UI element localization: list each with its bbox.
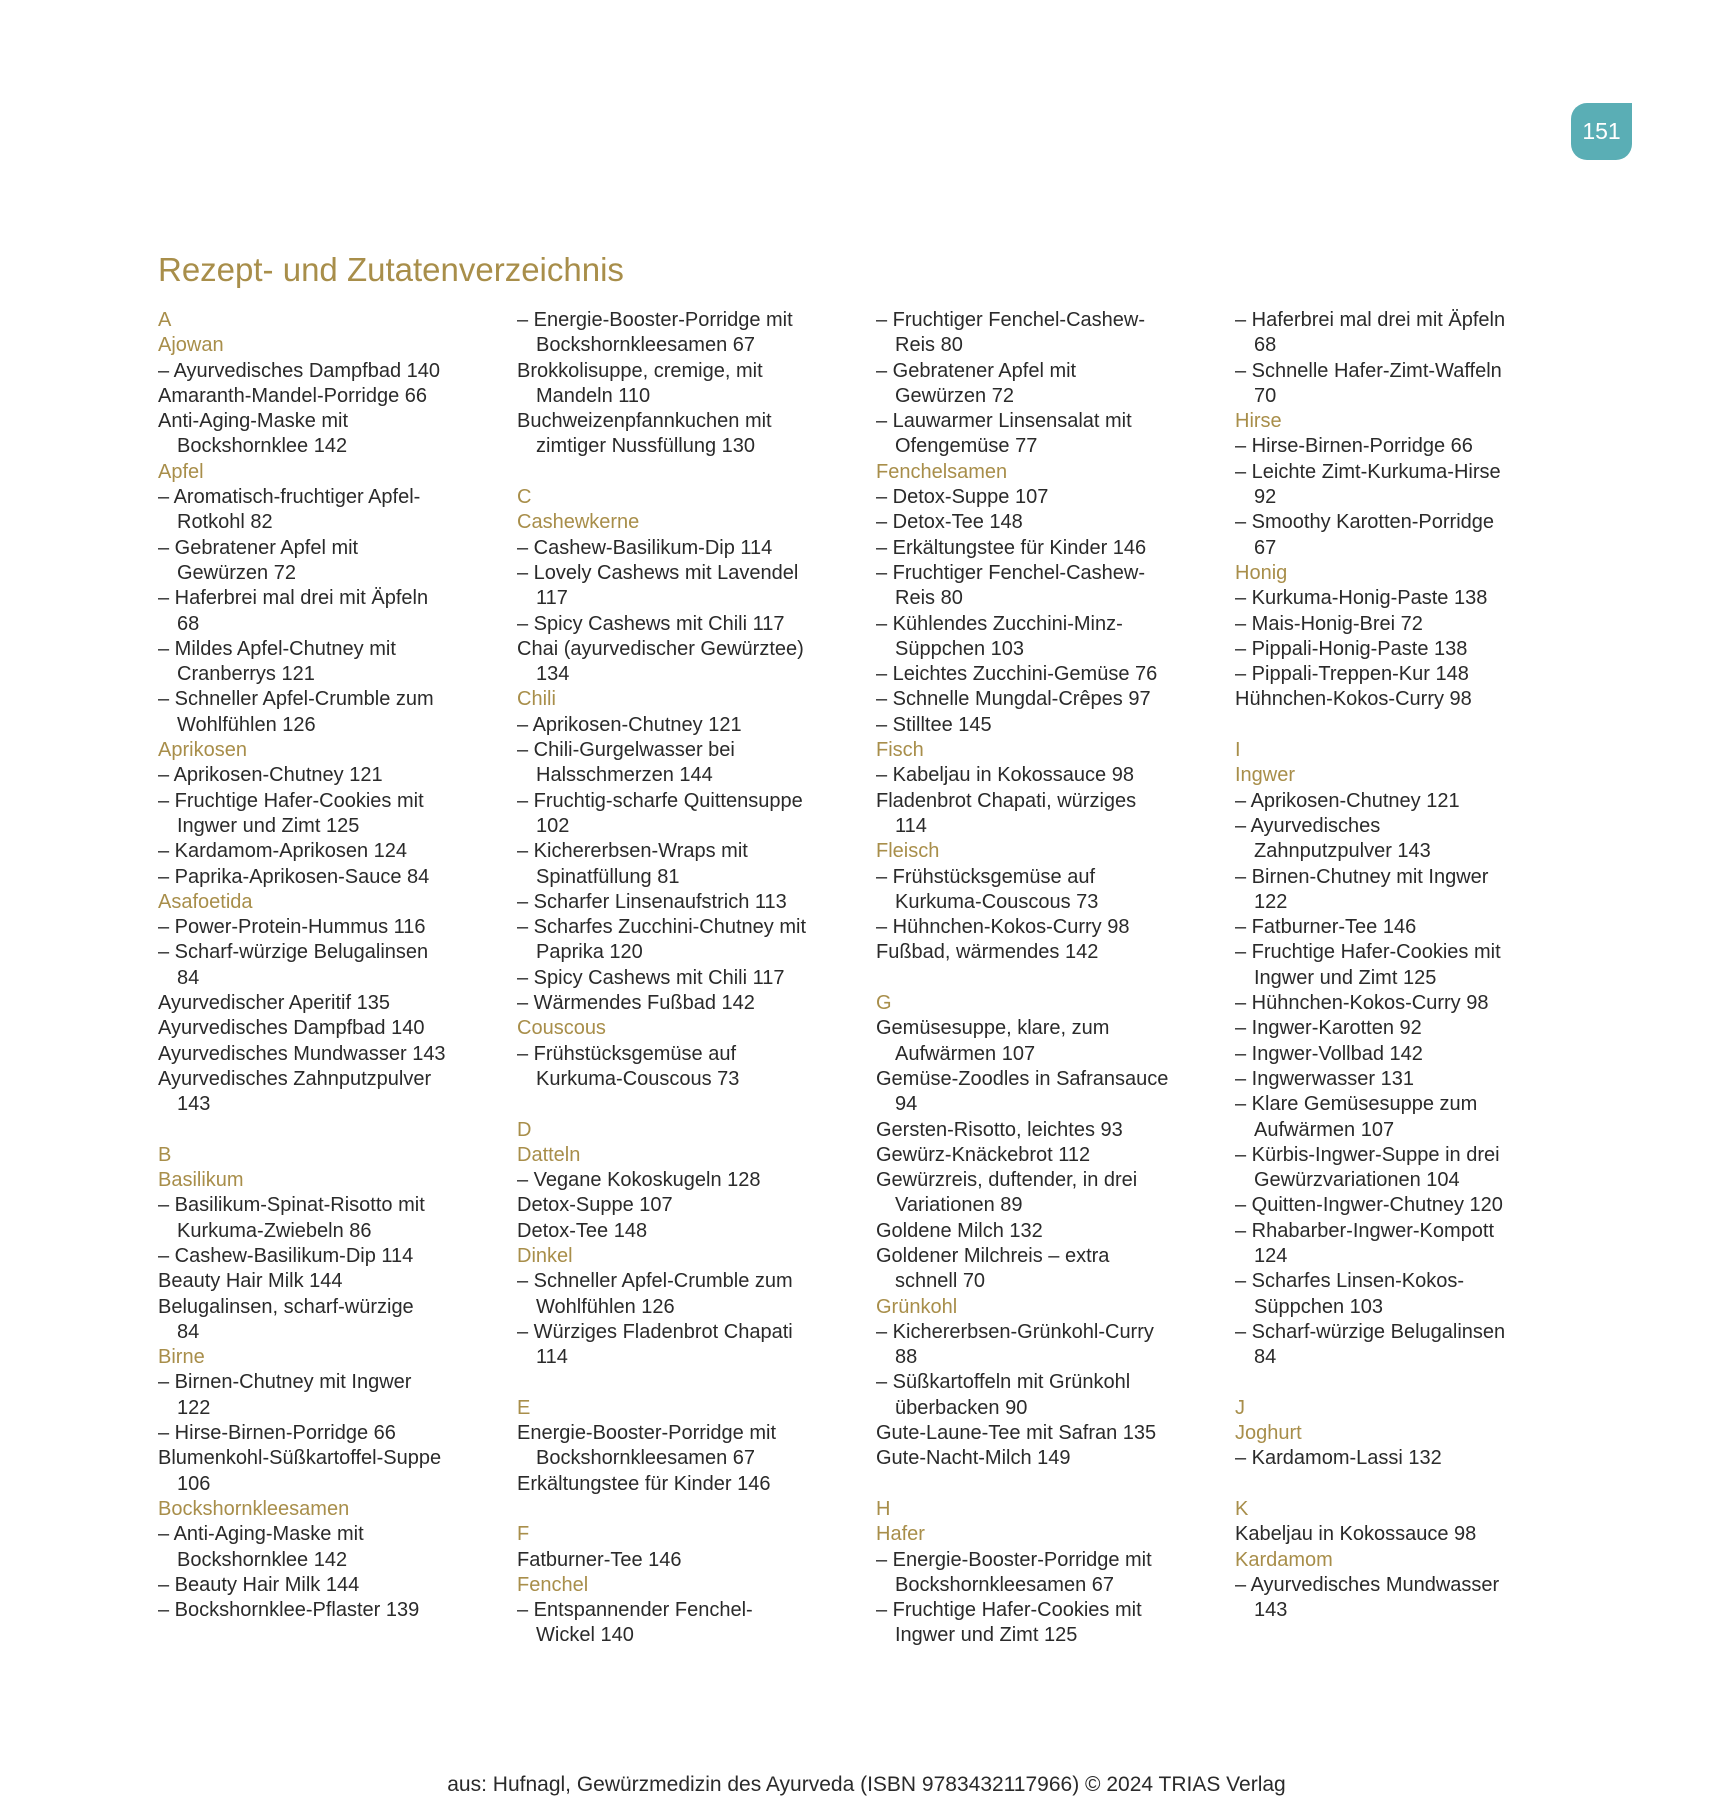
- index-entry: – Ayurvedisches Dampfbad 140: [158, 359, 441, 382]
- index-entry: – Frühstücksgemüse auf: [876, 865, 1095, 888]
- index-entry: – Scharfes Zucchini-Chutney mit: [517, 916, 807, 939]
- index-entry-continuation: 68: [177, 612, 200, 635]
- index-entry: Gute-Nacht-Milch 149: [876, 1447, 1071, 1470]
- index-entry-continuation: Mandeln 110: [536, 384, 651, 407]
- page-number-badge: 151: [1571, 103, 1632, 160]
- index-entry: Ayurvedisches Mundwasser 143: [158, 1042, 446, 1065]
- index-entry: – Energie-Booster-Porridge mit: [876, 1548, 1152, 1571]
- index-entry-continuation: 122: [177, 1396, 211, 1419]
- index-letter-heading: J: [1235, 1396, 1245, 1419]
- spacer: [517, 1092, 862, 1117]
- index-entry-continuation: Kurkuma-Zwiebeln 86: [177, 1219, 372, 1242]
- index-entry: – Kabeljau in Kokossauce 98: [876, 764, 1134, 787]
- index-entry: – Anti-Aging-Maske mit: [158, 1523, 364, 1546]
- index-entry: – Mais-Honig-Brei 72: [1235, 612, 1423, 635]
- spacer: [517, 460, 862, 485]
- index-entry-continuation: Kurkuma-Couscous 73: [536, 1067, 740, 1090]
- index-entry: – Spicy Cashews mit Chili 117: [517, 612, 785, 635]
- index-entry-continuation: 122: [1254, 890, 1288, 913]
- index-entry-continuation: zimtiger Nussfüllung 130: [536, 435, 755, 458]
- ingredient-heading: Kardamom: [1235, 1548, 1333, 1571]
- index-entry-continuation: Bockshornkleesamen 67: [536, 334, 756, 357]
- index-entry-continuation: 106: [177, 1472, 211, 1495]
- index-entry-continuation: 94: [895, 1093, 918, 1116]
- index-entry-continuation: Bockshornklee 142: [177, 435, 348, 458]
- index-entry-continuation: Bockshornkleesamen 67: [895, 1573, 1115, 1596]
- index-entry: – Detox-Tee 148: [876, 511, 1023, 534]
- index-entry: – Bockshornklee-Pflaster 139: [158, 1599, 420, 1622]
- index-entry: Gewürzreis, duftender, in drei: [876, 1169, 1138, 1192]
- index-entry: Chai (ayurvedischer Gewürztee): [517, 637, 804, 660]
- index-column-3: [876, 308, 1221, 1649]
- index-entry: – Klare Gemüsesuppe zum: [1235, 1093, 1478, 1116]
- index-letter-heading: K: [1235, 1497, 1249, 1520]
- index-entry: – Beauty Hair Milk 144: [158, 1573, 360, 1596]
- spacer: [876, 1472, 1221, 1497]
- index-entry-continuation: Cranberrys 121: [177, 663, 315, 686]
- index-entry-continuation: 124: [1254, 1244, 1288, 1267]
- index-entry-continuation: Paprika 120: [536, 941, 643, 964]
- index-entry-continuation: Zahnputzpulver 143: [1254, 840, 1431, 863]
- index-entry-continuation: 84: [1254, 1346, 1277, 1369]
- index-entry: – Energie-Booster-Porridge mit: [517, 309, 793, 331]
- index-entry-continuation: Gewürzen 72: [895, 384, 1014, 407]
- index-entry: Goldene Milch 132: [876, 1219, 1043, 1242]
- ingredient-heading: Honig: [1235, 561, 1288, 584]
- index-entry: – Stilltee 145: [876, 713, 992, 736]
- index-entry: Fladenbrot Chapati, würziges: [876, 789, 1137, 812]
- index-entry: Blumenkohl-Süßkartoffel-Suppe: [158, 1447, 442, 1470]
- index-entry-continuation: Rotkohl 82: [177, 511, 273, 534]
- index-entry: – Ingwerwasser 131: [1235, 1067, 1414, 1090]
- index-entry: Fußbad, wärmendes 142: [876, 941, 1099, 964]
- spacer: [517, 1497, 862, 1522]
- index-entry: Energie-Booster-Porridge mit: [517, 1422, 776, 1445]
- index-entry-continuation: Gewürzvariationen 104: [1254, 1169, 1460, 1192]
- index-entry-continuation: Ofengemüse 77: [895, 435, 1038, 458]
- index-entry-continuation: 143: [177, 1093, 211, 1116]
- index-entry: – Fruchtiger Fenchel-Cashew-: [876, 561, 1145, 584]
- index-entry: – Schnelle Mungdal-Crêpes 97: [876, 688, 1151, 711]
- index-entry-continuation: 92: [1254, 486, 1277, 509]
- index-entry-continuation: Gewürzen 72: [177, 561, 296, 584]
- index-entry: – Lauwarmer Linsensalat mit: [876, 410, 1132, 433]
- index-entry: Fatburner-Tee 146: [517, 1548, 682, 1571]
- index-entry-continuation: 143: [1254, 1599, 1288, 1622]
- spacer: [876, 966, 1221, 991]
- index-entry: Detox-Suppe 107: [517, 1194, 673, 1217]
- index-entry: – Chili-Gurgelwasser bei: [517, 739, 735, 762]
- index-column-2: [517, 308, 862, 1649]
- ingredient-heading: Aprikosen: [158, 739, 247, 762]
- index-letter-heading: B: [158, 1143, 172, 1166]
- index-entry: Amaranth-Mandel-Porridge 66: [158, 384, 428, 407]
- index-entry-continuation: Spinatfüllung 81: [536, 865, 680, 888]
- index-entry-continuation: überbacken 90: [895, 1396, 1028, 1419]
- index-entry-continuation: Halsschmerzen 144: [536, 764, 713, 787]
- index-entry: – Pippali-Honig-Paste 138: [1235, 637, 1468, 660]
- index-entry: Kabeljau in Kokossauce 98: [1235, 1523, 1477, 1546]
- index-entry: – Hirse-Birnen-Porridge 66: [158, 1422, 396, 1445]
- index-entry: – Basilikum-Spinat-Risotto mit: [158, 1194, 425, 1217]
- index-entry: – Kühlendes Zucchini-Minz-: [876, 612, 1123, 635]
- index-entry-continuation: Ingwer und Zimt 125: [895, 1624, 1078, 1647]
- index-entry: – Kardamom-Aprikosen 124: [158, 840, 408, 863]
- spacer: [517, 1370, 862, 1395]
- ingredient-heading: Couscous: [517, 1017, 606, 1040]
- index-entry: Belugalinsen, scharf-würzige: [158, 1295, 414, 1318]
- index-entry: – Fruchtiger Fenchel-Cashew-: [876, 309, 1145, 331]
- footer-credit: aus: Hufnagl, Gewürzmedizin des Ayurveda (ISBN 9783432117966) © 2024 TRIAS Verlag: [447, 1773, 1286, 1796]
- index-entry: Gemüse-Zoodles in Safransauce: [876, 1067, 1169, 1090]
- index-entry: – Aromatisch-fruchtiger Apfel-: [158, 486, 421, 509]
- index-entry: Gute-Laune-Tee mit Safran 135: [876, 1422, 1157, 1445]
- index-entry: – Ayurvedisches: [1235, 814, 1381, 837]
- ingredient-heading: Apfel: [158, 460, 204, 483]
- index-entry: – Fruchtig-scharfe Quittensuppe: [517, 789, 803, 812]
- ingredient-heading: Basilikum: [158, 1169, 244, 1192]
- index-entry-continuation: Süppchen 103: [1254, 1295, 1384, 1318]
- ingredient-heading: Asafoetida: [158, 890, 253, 913]
- index-entry: – Wärmendes Fußbad 142: [517, 992, 755, 1015]
- index-entry-continuation: 84: [177, 966, 200, 989]
- index-entry: – Rhabarber-Ingwer-Kompott: [1235, 1219, 1495, 1242]
- index-entry: – Hühnchen-Kokos-Curry 98: [1235, 992, 1489, 1015]
- index-entry: – Schneller Apfel-Crumble zum: [158, 688, 434, 711]
- spacer: [1235, 1370, 1580, 1395]
- index-entry: – Lovely Cashews mit Lavendel: [517, 561, 799, 584]
- index-entry: – Hirse-Birnen-Porridge 66: [1235, 435, 1473, 458]
- index-entry: – Gebratener Apfel mit: [158, 536, 359, 559]
- index-entry: Gemüsesuppe, klare, zum: [876, 1017, 1110, 1040]
- index-entry: – Würziges Fladenbrot Chapati: [517, 1320, 793, 1343]
- index-entry-continuation: Kurkuma-Couscous 73: [895, 890, 1099, 913]
- index-entry-continuation: 134: [536, 663, 570, 686]
- index-entry: – Kardamom-Lassi 132: [1235, 1447, 1442, 1470]
- index-entry: – Cashew-Basilikum-Dip 114: [517, 536, 773, 559]
- ingredient-heading: Cashewkerne: [517, 511, 640, 534]
- index-entry: Hühnchen-Kokos-Curry 98: [1235, 688, 1472, 711]
- ingredient-heading: Fleisch: [876, 840, 940, 863]
- index-entry-continuation: 67: [1254, 536, 1277, 559]
- index-entry: – Scharfer Linsenaufstrich 113: [517, 890, 787, 913]
- index-column-4: [1235, 308, 1580, 1623]
- index-entry: Ayurvedischer Aperitif 135: [158, 992, 390, 1015]
- index-entry: – Aprikosen-Chutney 121: [1235, 789, 1460, 812]
- index-letter-heading: I: [1235, 739, 1241, 762]
- ingredient-heading: Dinkel: [517, 1244, 573, 1267]
- spacer: [1235, 1472, 1580, 1497]
- index-entry: – Haferbrei mal drei mit Äpfeln: [1235, 309, 1506, 331]
- index-entry: – Frühstücksgemüse auf: [517, 1042, 736, 1065]
- index-entry: – Spicy Cashews mit Chili 117: [517, 966, 785, 989]
- index-entry: – Schnelle Hafer-Zimt-Waffeln: [1235, 359, 1502, 382]
- ingredient-heading: Grünkohl: [876, 1295, 958, 1318]
- index-entry: Gersten-Risotto, leichtes 93: [876, 1118, 1123, 1141]
- index-entry: – Cashew-Basilikum-Dip 114: [158, 1244, 414, 1267]
- index-entry: Goldener Milchreis – extra: [876, 1244, 1110, 1267]
- index-entry: Buchweizenpfannkuchen mit: [517, 410, 772, 433]
- index-entry: Ayurvedisches Dampfbad 140: [158, 1017, 425, 1040]
- ingredient-heading: Hafer: [876, 1523, 925, 1546]
- index-entry: – Hühnchen-Kokos-Curry 98: [876, 916, 1130, 939]
- index-entry: Brokkolisuppe, cremige, mit: [517, 359, 763, 382]
- index-letter-heading: F: [517, 1523, 530, 1546]
- index-entry: Gewürz-Knäckebrot 112: [876, 1143, 1091, 1166]
- index-entry: – Vegane Kokoskugeln 128: [517, 1169, 761, 1192]
- index-entry-continuation: Variationen 89: [895, 1194, 1023, 1217]
- index-entry: – Süßkartoffeln mit Grünkohl: [876, 1371, 1131, 1394]
- page-title: Rezept- und Zutatenverzeichnis: [158, 251, 624, 288]
- index-entry-continuation: 70: [1254, 384, 1277, 407]
- index-entry: Detox-Tee 148: [517, 1219, 648, 1242]
- index-entry: – Gebratener Apfel mit: [876, 359, 1077, 382]
- index-entry-continuation: 114: [536, 1346, 568, 1369]
- index-entry-continuation: 88: [895, 1346, 918, 1369]
- ingredient-heading: Bockshornkleesamen: [158, 1497, 350, 1520]
- index-entry: – Scharf-würzige Belugalinsen: [158, 941, 429, 964]
- spacer: [158, 1118, 503, 1143]
- index-entry: – Pippali-Treppen-Kur 148: [1235, 663, 1469, 686]
- index-entry: – Birnen-Chutney mit Ingwer: [1235, 865, 1489, 888]
- index-entry-continuation: Ingwer und Zimt 125: [177, 814, 360, 837]
- index-entry: – Entspannender Fenchel-: [517, 1599, 753, 1622]
- index-entry: – Kichererbsen-Grünkohl-Curry: [876, 1320, 1154, 1343]
- index-entry: – Scharf-würzige Belugalinsen: [1235, 1320, 1506, 1343]
- index-entry: – Schneller Apfel-Crumble zum: [517, 1270, 793, 1293]
- index-entry: – Haferbrei mal drei mit Äpfeln: [158, 587, 429, 610]
- index-entry: – Ayurvedisches Mundwasser: [1235, 1573, 1500, 1596]
- index-entry-continuation: 114: [895, 814, 927, 837]
- index-entry: – Kürbis-Ingwer-Suppe in drei: [1235, 1143, 1500, 1166]
- index-entry: – Leichtes Zucchini-Gemüse 76: [876, 663, 1158, 686]
- index-entry-continuation: 68: [1254, 334, 1277, 357]
- index-entry: – Ingwer-Vollbad 142: [1235, 1042, 1423, 1065]
- index-entry: – Aprikosen-Chutney 121: [517, 713, 742, 736]
- index-entry: – Leichte Zimt-Kurkuma-Hirse: [1235, 460, 1501, 483]
- index-entry: – Kurkuma-Honig-Paste 138: [1235, 587, 1488, 610]
- index-letter-heading: A: [158, 309, 172, 331]
- index-entry: – Power-Protein-Hummus 116: [158, 916, 426, 939]
- index-entry: – Fruchtige Hafer-Cookies mit: [1235, 941, 1501, 964]
- index-entry-continuation: Aufwärmen 107: [1254, 1118, 1395, 1141]
- index-entry-continuation: 102: [536, 814, 570, 837]
- ingredient-heading: Chili: [517, 688, 556, 711]
- index-entry-continuation: 84: [177, 1320, 200, 1343]
- index-entry-continuation: Süppchen 103: [895, 637, 1025, 660]
- index-entry-continuation: Bockshornklee 142: [177, 1548, 348, 1571]
- index-entry: Anti-Aging-Maske mit: [158, 410, 349, 433]
- ingredient-heading: Fenchelsamen: [876, 460, 1008, 483]
- index-letter-heading: H: [876, 1497, 891, 1520]
- index-entry: – Fruchtige Hafer-Cookies mit: [158, 789, 424, 812]
- index-entry: – Aprikosen-Chutney 121: [158, 764, 383, 787]
- ingredient-heading: Hirse: [1235, 410, 1282, 433]
- index-entry: Ayurvedisches Zahnputzpulver: [158, 1067, 432, 1090]
- index-entry-continuation: 117: [536, 587, 568, 610]
- index-entry-continuation: Reis 80: [895, 334, 963, 357]
- index-entry: – Birnen-Chutney mit Ingwer: [158, 1371, 412, 1394]
- index-entry: – Erkältungstee für Kinder 146: [876, 536, 1147, 559]
- ingredient-heading: Ajowan: [158, 334, 224, 357]
- index-entry: – Fatburner-Tee 146: [1235, 916, 1417, 939]
- ingredient-heading: Fisch: [876, 739, 924, 762]
- ingredient-heading: Ingwer: [1235, 764, 1296, 787]
- index-entry: – Ingwer-Karotten 92: [1235, 1017, 1422, 1040]
- index-entry-continuation: Wohlfühlen 126: [177, 713, 316, 736]
- ingredient-heading: Birne: [158, 1346, 205, 1369]
- index-entry: – Detox-Suppe 107: [876, 486, 1049, 509]
- index-entry: – Scharfes Linsen-Kokos-: [1235, 1270, 1465, 1293]
- index-letter-heading: G: [876, 992, 892, 1015]
- index-entry-continuation: Wickel 140: [536, 1624, 634, 1647]
- index-letter-heading: E: [517, 1396, 531, 1419]
- index-entry-continuation: schnell 70: [895, 1270, 986, 1293]
- index-column-1: [158, 308, 503, 1623]
- index-entry-continuation: Wohlfühlen 126: [536, 1295, 675, 1318]
- index-entry: – Smoothy Karotten-Porridge: [1235, 511, 1495, 534]
- index-letter-heading: D: [517, 1118, 532, 1141]
- index-entry-continuation: Ingwer und Zimt 125: [1254, 966, 1437, 989]
- index-entry-continuation: Reis 80: [895, 587, 963, 610]
- index-entry-continuation: Aufwärmen 107: [895, 1042, 1036, 1065]
- index-entry: – Mildes Apfel-Chutney mit: [158, 637, 396, 660]
- index-entry: Erkältungstee für Kinder 146: [517, 1472, 771, 1495]
- ingredient-heading: Fenchel: [517, 1573, 589, 1596]
- index-entry: – Paprika-Aprikosen-Sauce 84: [158, 865, 430, 888]
- spacer: [1235, 713, 1580, 738]
- ingredient-heading: Joghurt: [1235, 1422, 1302, 1445]
- index-entry: – Fruchtige Hafer-Cookies mit: [876, 1599, 1142, 1622]
- index-entry-continuation: Bockshornkleesamen 67: [536, 1447, 756, 1470]
- index-entry: – Quitten-Ingwer-Chutney 120: [1235, 1194, 1503, 1217]
- index-entry: Beauty Hair Milk 144: [158, 1270, 343, 1293]
- index-entry: – Kichererbsen-Wraps mit: [517, 840, 748, 863]
- index-letter-heading: C: [517, 486, 532, 509]
- ingredient-heading: Datteln: [517, 1143, 581, 1166]
